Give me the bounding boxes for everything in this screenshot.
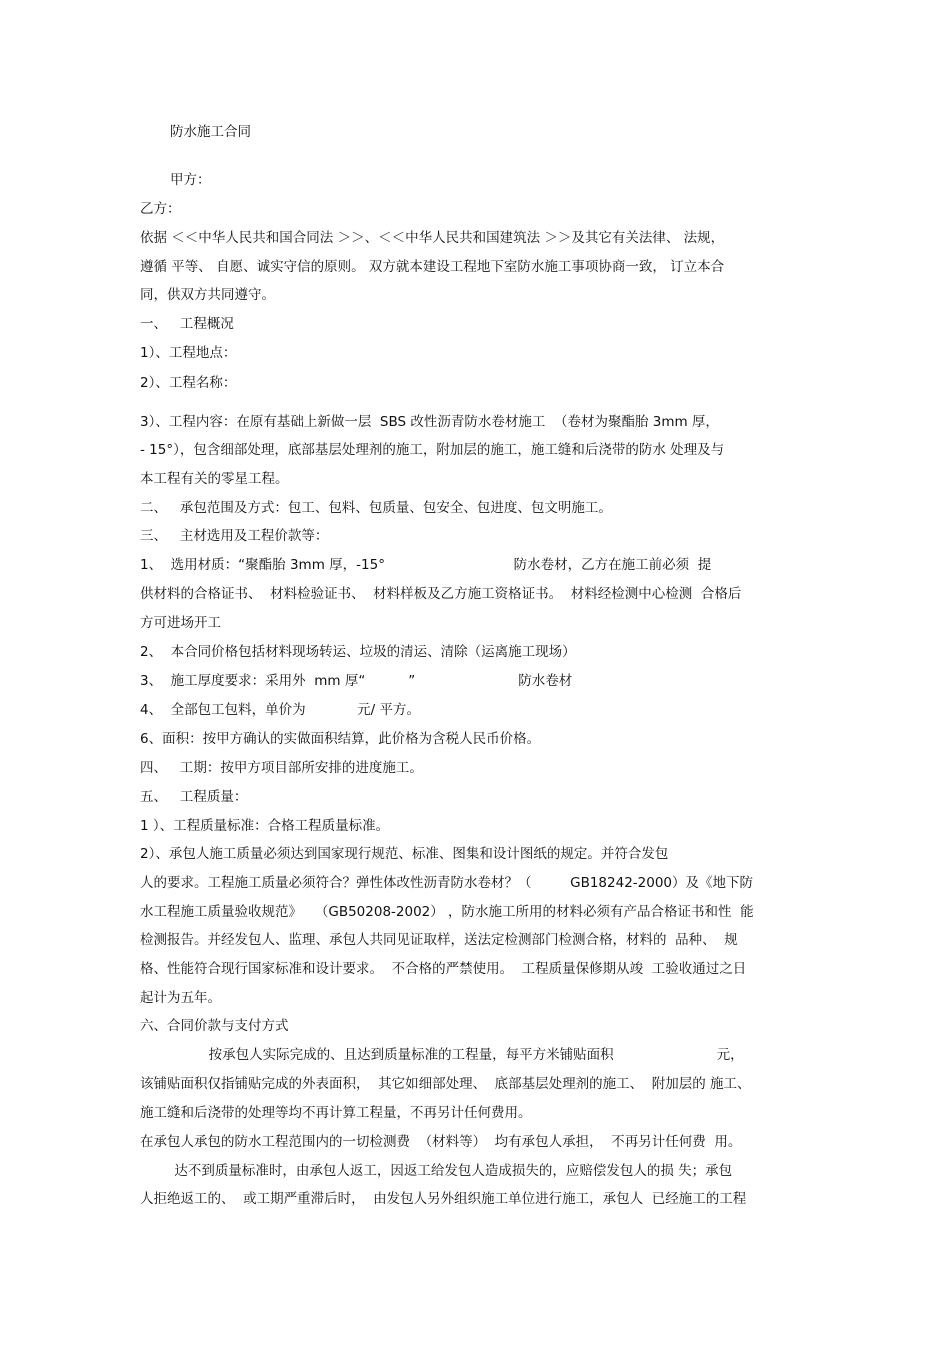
body-line: 1、 选用材质：“聚酯胎 3mm 厚，-15° 防水卷材，乙方在施工前必须 提 [140, 557, 712, 573]
body-line: 达不到质量标准时，由承包人返工，因返工给发包人造成损失的，应赔偿发包人的损 失；承包 [140, 1163, 733, 1179]
body-line: 2、 本合同价格包括材料现场转运、垃圾的清运、清除（运离施工现场） [140, 644, 576, 660]
body-line: 起计为五年。 [140, 990, 221, 1006]
body-line: 1 ）、工程质量标准：合格工程质量标准。 [140, 818, 390, 834]
body-line: - 15°），包含细部处理，底部基层处理剂的施工，附加层的施工，施工缝和后浇带的防水 处理及与 [140, 442, 725, 458]
body-line: 2）、承包人施工质量必须达到国家现行规范、标准、图集和设计图纸的规定。并符合发包 [140, 846, 669, 862]
body-line: 水工程施工质量验收规范》 （GB50208-2002） ，防水施工所用的材料必须有产品合格证书和性 能 [140, 904, 754, 920]
body-line: 供材料的合格证书、 材料检验证书、 材料样板及乙方施工资格证书。 材料经检测中心检测 合格后 [140, 586, 742, 602]
body-line: 1）、工程地点： [140, 345, 237, 361]
body-line: 施工缝和后浇带的处理等均不再计算工程量，不再另计任何费用。 [140, 1105, 532, 1121]
body-line: 同，供双方共同遵守。 [140, 287, 275, 303]
body-line: 人的要求。工程施工质量必须符合？弹性体改性沥青防水卷材？（ GB18242-2000）及《地下防 [140, 875, 754, 891]
section-heading: 二、 承包范围及方式：包工、包料、包质量、包安全、包进度、包文明施工。 [140, 500, 612, 516]
body-line: 该铺贴面积仅指铺贴完成的外表面积， 其它如细部处理、 底部基层处理剂的施工、 附加层的 施工、 [140, 1076, 751, 1092]
body-line: 人拒绝返工的、 或工期严重滞后时， 由发包人另外组织施工单位进行施工，承包人 已经施工的工程 [140, 1191, 747, 1207]
section-heading: 六、合同价款与支付方式 [140, 1018, 289, 1034]
body-line: 在承包人承包的防水工程范围内的一切检测费 （材料等） 均有承包人承担， 不再另计任何费 用。 [140, 1134, 742, 1150]
body-line: 方可进场开工 [140, 615, 221, 631]
body-line: 6、面积：按甲方确认的实做面积结算，此价格为含税人民币价格。 [140, 731, 541, 747]
section-heading: 一、 工程概况 [140, 316, 234, 332]
body-line: 检测报告。并经发包人、监理、承包人共同见证取样，送法定检测部门检测合格，材料的 品种、 规 [140, 932, 738, 948]
section-heading: 四、 工期：按甲方项目部所安排的进度施工。 [140, 760, 423, 776]
party-a-label: 甲方： [170, 172, 211, 188]
body-line: 本工程有关的零星工程。 [140, 471, 289, 487]
body-line: 格、性能符合现行国家标准和设计要求。 不合格的严禁使用。 工程质量保修期从竣 工验收通过之日 [140, 961, 747, 977]
body-line: 依据 ＜＜中华人民共和国合同法 ＞＞、＜＜中华人民共和国建筑法 ＞＞及其它有关法律、 法规， [140, 230, 725, 246]
body-line: 按承包人实际完成的、且达到质量标准的工程量，每平方米铺贴面积 元， [140, 1047, 744, 1063]
section-heading: 五、 工程质量： [140, 789, 248, 805]
body-line: 3、 施工厚度要求：采用外 mm 厚“ ” 防水卷材 [140, 673, 573, 689]
body-line: 2）、工程名称： [140, 375, 237, 391]
party-b-label: 乙方： [140, 201, 181, 217]
body-line: 遵循 平等、 自愿、诚实守信的原则。 双方就本建设工程地下室防水施工事项协商一致， 订立本合 [140, 259, 725, 275]
section-heading: 三、 主材选用及工程价款等： [140, 528, 329, 544]
body-line: 4、 全部包工包料，单价为 元/ 平方。 [140, 702, 421, 718]
body-line: 3）、工程内容：在原有基础上新做一层 SBS 改性沥青防水卷材施工 （卷材为聚酯胎 3mm 厚， [140, 414, 719, 430]
document-title: 防水施工合同 [170, 124, 251, 140]
